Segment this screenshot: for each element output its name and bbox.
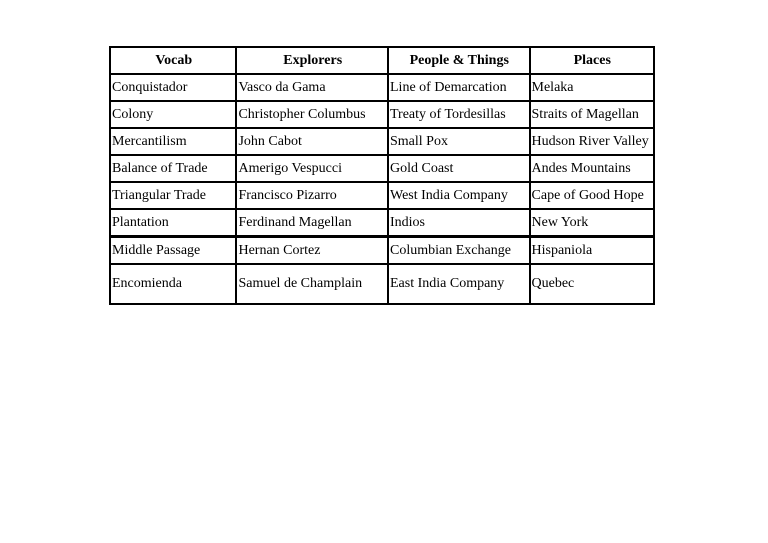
header-places: Places	[530, 47, 654, 74]
people-things-cell: Gold Coast	[388, 155, 530, 182]
people-things-cell: Treaty of Tordesillas	[388, 101, 530, 128]
explorer-cell: Hernan Cortez	[236, 237, 388, 265]
people-things-cell: East India Company	[388, 264, 530, 304]
place-cell: Straits of Magellan	[530, 101, 654, 128]
vocab-cell: Plantation	[110, 209, 236, 237]
place-cell: Andes Mountains	[530, 155, 654, 182]
vocab-cell: Mercantilism	[110, 128, 236, 155]
vocab-cell: Balance of Trade	[110, 155, 236, 182]
explorer-cell: Francisco Pizarro	[236, 182, 388, 209]
table-row	[110, 182, 654, 209]
table-row	[110, 101, 654, 128]
place-cell: Quebec	[530, 264, 654, 304]
header-vocab: Vocab	[110, 47, 236, 74]
vocab-table	[109, 46, 655, 305]
people-things-cell: West India Company	[388, 182, 530, 209]
explorer-cell: Samuel de Champlain	[236, 264, 388, 304]
explorer-cell: Ferdinand Magellan	[236, 209, 388, 237]
people-things-cell: Indios	[388, 209, 530, 237]
place-cell: New York	[530, 209, 654, 237]
explorer-cell: Amerigo Vespucci	[236, 155, 388, 182]
explorer-cell: Vasco da Gama	[236, 74, 388, 101]
place-cell: Hispaniola	[530, 237, 654, 265]
place-cell: Hudson River Valley	[530, 128, 654, 155]
explorer-cell: Christopher Columbus	[236, 101, 388, 128]
table-header-row	[110, 47, 654, 74]
table-row	[110, 237, 654, 265]
place-cell: Cape of Good Hope	[530, 182, 654, 209]
vocab-cell: Triangular Trade	[110, 182, 236, 209]
vocab-cell: Middle Passage	[110, 237, 236, 265]
place-cell: Melaka	[530, 74, 654, 101]
table-row	[110, 209, 654, 237]
table-row	[110, 74, 654, 101]
vocab-cell: Colony	[110, 101, 236, 128]
explorer-cell: John Cabot	[236, 128, 388, 155]
table-row	[110, 264, 654, 304]
people-things-cell: Small Pox	[388, 128, 530, 155]
table-row	[110, 155, 654, 182]
people-things-cell: Line of Demarcation	[388, 74, 530, 101]
header-explorers: Explorers	[236, 47, 388, 74]
vocab-cell: Conquistador	[110, 74, 236, 101]
people-things-cell: Columbian Exchange	[388, 237, 530, 265]
header-people-things: People & Things	[388, 47, 530, 74]
table-row	[110, 128, 654, 155]
vocab-cell: Encomienda	[110, 264, 236, 304]
